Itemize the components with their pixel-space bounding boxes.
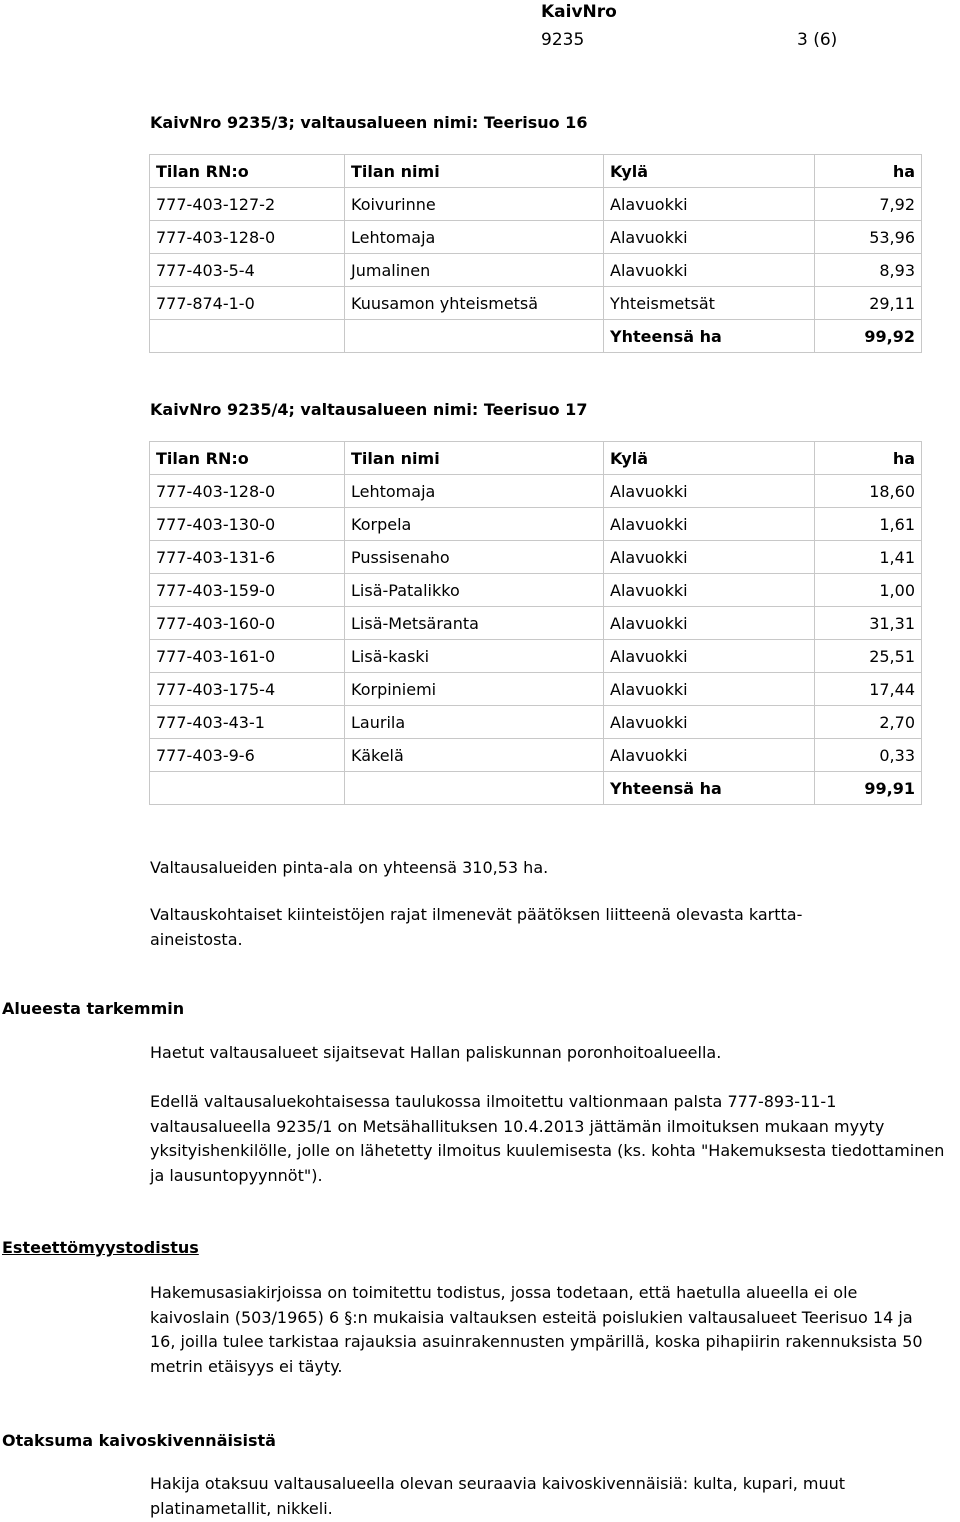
table-cell: 31,31: [815, 607, 922, 640]
minerals-label: Otaksuma kaivoskivennäisistä: [2, 1431, 276, 1450]
table-cell: Alavuokki: [604, 254, 815, 287]
table-cell: Alavuokki: [604, 221, 815, 254]
obstacle-p1: Hakemusasiakirjoissa on toimitettu todistus, jossa todetaan, että haetulla alueella ei ole kaivoslain (503/1965) 6 §:n mukaisia valtauksen esteitä poislukien valtausalueet Teerisuo 14 ja 16, joilla tulee tarkistaa rajauksia asuinrakennusten ympärillä, koska pihapiirin rakennuksista 50 metrin etäisyys ei täyty.: [150, 1283, 923, 1376]
table-row: [150, 541, 922, 574]
column-header: Tilan RN:o: [150, 442, 345, 475]
table-cell: 777-403-43-1: [150, 706, 345, 739]
table-cell: 53,96: [815, 221, 922, 254]
table-cell: Korpela: [345, 508, 604, 541]
table-row: [150, 221, 922, 254]
table-cell: Pussisenaho: [345, 541, 604, 574]
table-row: [150, 475, 922, 508]
table-cell: Alavuokki: [604, 640, 815, 673]
empty-cell: [150, 772, 345, 805]
table-row: [150, 508, 922, 541]
header-number: 9235: [541, 30, 585, 50]
table-cell: Kuusamon yhteismetsä: [345, 287, 604, 320]
section-title-9235-4: KaivNro 9235/4; valtausalueen nimi: Teerisuo 17: [150, 400, 588, 419]
table-cell: 18,60: [815, 475, 922, 508]
table-row: [150, 254, 922, 287]
table-cell: Lehtomaja: [345, 475, 604, 508]
table-cell: 777-403-128-0: [150, 475, 345, 508]
table-cell: Lisä-Patalikko: [345, 574, 604, 607]
column-header: Tilan nimi: [345, 442, 604, 475]
obstacle-label: Esteettömyystodistus: [2, 1238, 199, 1257]
table-cell: 0,33: [815, 739, 922, 772]
table-cell: 777-403-159-0: [150, 574, 345, 607]
table-cell: Yhteismetsät: [604, 287, 815, 320]
table-cell: 25,51: [815, 640, 922, 673]
table-cell: 2,70: [815, 706, 922, 739]
table-cell: 1,41: [815, 541, 922, 574]
table-row: [150, 706, 922, 739]
table-cell: 777-403-127-2: [150, 188, 345, 221]
column-header: ha: [815, 442, 922, 475]
table-cell: 1,00: [815, 574, 922, 607]
table-total-row: [150, 320, 922, 353]
table-cell: Alavuokki: [604, 739, 815, 772]
table-cell: 777-403-130-0: [150, 508, 345, 541]
area-details-p2: Edellä valtausaluekohtaisessa taulukossa ilmoitettu valtionmaan palsta 777-893-11-1 valtausalueella 9235/1 on Metsähallituksen 10.4.2013 jättämän ilmoituksen mukaan myyty yksityishenkilölle, jolle on lähetetty ilmoitus kuulemisesta (ks. kohta "Hakemuksesta tiedottaminen ja lausuntopyynnöt").: [150, 1092, 945, 1185]
minerals-p1: Hakija otaksuu valtausalueella olevan seuraavia kaivoskivennäisiä: kulta, kupari, muut platinametallit, nikkeli.: [150, 1474, 846, 1518]
table-cell: Alavuokki: [604, 574, 815, 607]
empty-cell: [150, 320, 345, 353]
table-cell: Käkelä: [345, 739, 604, 772]
table-cell: 8,93: [815, 254, 922, 287]
table-cell: Lisä-kaski: [345, 640, 604, 673]
table-cell: 777-403-161-0: [150, 640, 345, 673]
table-9235-3: [149, 154, 922, 353]
table-cell: Jumalinen: [345, 254, 604, 287]
column-header: Tilan RN:o: [150, 155, 345, 188]
table-cell: Korpiniemi: [345, 673, 604, 706]
table-cell: Alavuokki: [604, 706, 815, 739]
table-header-row: [150, 155, 922, 188]
table-cell: Alavuokki: [604, 607, 815, 640]
table-cell: 17,44: [815, 673, 922, 706]
table-cell: 777-403-175-4: [150, 673, 345, 706]
table-cell: Alavuokki: [604, 541, 815, 574]
total-label: Yhteensä ha: [604, 772, 815, 805]
table-cell: Alavuokki: [604, 475, 815, 508]
empty-cell: [345, 772, 604, 805]
table-row: [150, 574, 922, 607]
table-cell: Laurila: [345, 706, 604, 739]
table-cell: 777-403-160-0: [150, 607, 345, 640]
table-cell: Alavuokki: [604, 188, 815, 221]
total-area-text: Valtausalueiden pinta-ala on yhteensä 310,53 ha.: [150, 858, 549, 877]
column-header: Kylä: [604, 442, 815, 475]
table-cell: 1,61: [815, 508, 922, 541]
table-row: [150, 739, 922, 772]
table-cell: 29,11: [815, 287, 922, 320]
empty-cell: [345, 320, 604, 353]
total-value: 99,91: [815, 772, 922, 805]
column-header: ha: [815, 155, 922, 188]
section-title-9235-3: KaivNro 9235/3; valtausalueen nimi: Teerisuo 16: [150, 113, 588, 132]
table-cell: 777-403-128-0: [150, 221, 345, 254]
table-row: [150, 640, 922, 673]
column-header: Tilan nimi: [345, 155, 604, 188]
table-cell: Lisä-Metsäranta: [345, 607, 604, 640]
total-value: 99,92: [815, 320, 922, 353]
table-total-row: [150, 772, 922, 805]
table-cell: 777-403-9-6: [150, 739, 345, 772]
boundaries-text: Valtauskohtaiset kiinteistöjen rajat ilmenevät päätöksen liitteenä olevasta kartta-aineistosta.: [150, 905, 803, 949]
table-cell: 777-403-131-6: [150, 541, 345, 574]
table-cell: 7,92: [815, 188, 922, 221]
table-cell: Koivurinne: [345, 188, 604, 221]
table-cell: 777-874-1-0: [150, 287, 345, 320]
page-number: 3 (6): [797, 30, 838, 50]
header-title: KaivNro: [541, 2, 617, 22]
total-label: Yhteensä ha: [604, 320, 815, 353]
table-cell: Lehtomaja: [345, 221, 604, 254]
table-cell: Alavuokki: [604, 508, 815, 541]
table-cell: 777-403-5-4: [150, 254, 345, 287]
area-details-label: Alueesta tarkemmin: [2, 999, 185, 1018]
table-9235-4: [149, 441, 922, 805]
table-row: [150, 287, 922, 320]
column-header: Kylä: [604, 155, 815, 188]
table-row: [150, 188, 922, 221]
table-header-row: [150, 442, 922, 475]
table-row: [150, 607, 922, 640]
area-details-p1: Haetut valtausalueet sijaitsevat Hallan paliskunnan poronhoitoalueella.: [150, 1043, 722, 1062]
table-cell: Alavuokki: [604, 673, 815, 706]
table-row: [150, 673, 922, 706]
